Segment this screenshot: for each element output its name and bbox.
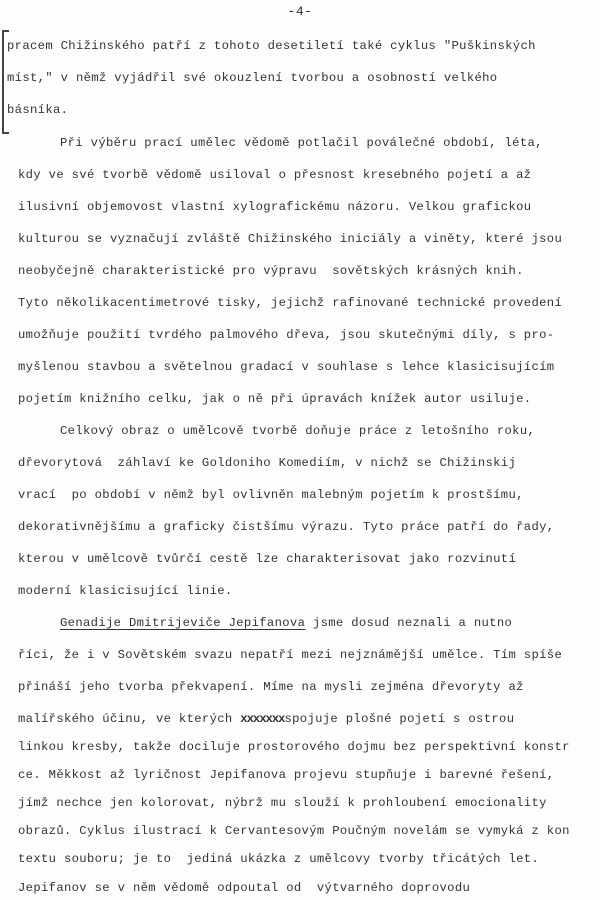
text-line-19 (60, 615, 512, 631)
text-line-25: jímž nechce jen kolorovat, nýbrž mu slouží k prohloubení emocionality (18, 796, 547, 810)
text-line-3: básníka. (7, 103, 69, 117)
text-line-4: Při výběru prací umělec vědomě potlačil poválečné období, léta, (60, 136, 543, 150)
text-line-22 (18, 711, 514, 727)
text-line-22-tail: spojuje plošné pojetí s ostrou (284, 712, 515, 726)
underlined-name: Genadije Dmitrijeviče Jepifanova (60, 616, 306, 630)
text-line-21: přináší jeho tvorba překvapení. Míme na mysli zejména dřevoryty až (18, 680, 524, 694)
text-line-27: textu souboru; je to jediná ukázka z umělcovy tvorby třicátých let. (18, 852, 540, 866)
text-line-7: kulturou se vyznačují zvláště Chižinského iniciály a viněty, které jsou (18, 232, 563, 246)
text-line-23: linkou kresby, takže dociluje prostorového dojmu bez perspektivní konstr (18, 740, 570, 754)
text-line-12: pojetím knižního celku, jak o ně při úpravách knížek autor usiluje. (18, 392, 532, 406)
text-line-9: Tyto několikacentimetrové tisky, jejichž rafinované technické provedení (18, 296, 563, 310)
text-line-26: obrazů. Cyklus ilustrací k Cervantesovým Poučným novelám se vymyká z kon (18, 824, 570, 838)
text-line-8: neobyčejně charakteristické pro výpravu sovětských krásných knih. (18, 264, 524, 278)
text-line-10: umožňuje použití tvrdého palmového dřeva, jsou skutečnými díly, s pro- (18, 328, 555, 342)
text-line-20: říci, že i v Sovětském svazu nepatří mezi nejznámější umělce. Tím spíše (18, 648, 563, 662)
text-line-16: dekorativnějšímu a graficky čistšímu výrazu. Tyto práce patří do řady, (18, 520, 555, 534)
text-line-14: dřevorytová záhlaví ke Goldoniho Komediím, v nichž se Chižinskij (18, 456, 517, 470)
text-line-19-rest: jsme dosud neznali a nutno (305, 616, 513, 630)
text-line-28: Jepifanov se v něm vědomě odpoutal od výtvarného doprovodu (18, 881, 471, 895)
text-line-1: pracem Chižinského patří z tohoto desetiletí také cyklus "Puškinských (7, 39, 536, 53)
struck-word: xxxxxxx (240, 712, 285, 726)
text-line-11: myšlenou stavbou a světelnou gradací v souhlase s lehce klasicisujícím (18, 360, 555, 374)
text-line-13: Celkový obraz o umělcově tvorbě doňuje práce z letošního roku, (60, 424, 536, 438)
text-line-6: ilusivní objemovost vlastní xylografickému názoru. Velkou grafickou (18, 200, 532, 214)
text-line-2: míst," v němž vyjádřil své okouzlení tvorbou a osobností velkého (7, 71, 498, 85)
text-line-22-start: malířského účinu, ve kterých (18, 712, 241, 726)
text-line-24: ce. Měkkost až lyričnost Jepifanova projevu stupňuje i barevné řešení, (18, 768, 555, 782)
text-line-17: kterou v umělcově tvůrčí cestě lze charakterisovat jako rozvinutí (18, 552, 517, 566)
text-line-15: vrací po období v němž byl ovlivněn malebným pojetím k prostšímu, (18, 488, 524, 502)
page-number: -4- (287, 4, 313, 19)
text-line-5: kdy ve své tvorbě vědomě usiloval o přesnost kresebného pojetí a až (18, 168, 532, 182)
text-line-18: moderní klasicisující linie. (18, 584, 233, 598)
